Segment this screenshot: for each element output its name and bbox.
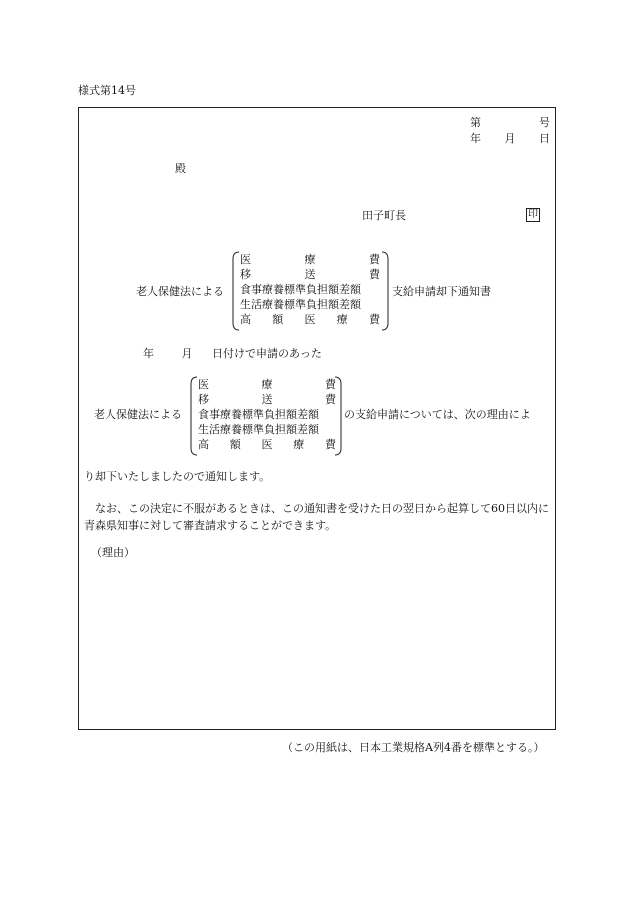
char: 療 xyxy=(261,378,273,391)
body-benefit-list xyxy=(198,377,336,452)
document-number-line xyxy=(470,117,550,128)
body-continuation: り却下いたしましたので通知します。 xyxy=(84,470,271,483)
app-date-month: 月 xyxy=(181,347,193,360)
char: 費 xyxy=(325,378,336,391)
char: 額 xyxy=(272,313,284,326)
title-benefit-item: 生活療養標準負担額差額 xyxy=(240,298,361,311)
body-left-bracket xyxy=(190,376,198,456)
app-date-rest: 日付けで申請のあった xyxy=(212,347,322,360)
sender-name: 田子町長 xyxy=(362,209,406,222)
char: 療 xyxy=(336,313,348,326)
title-benefit-item xyxy=(240,267,380,282)
title-benefit-list xyxy=(240,252,380,327)
body-suffix: の支給申請については、次の理由によ xyxy=(344,408,531,421)
body-benefit-item xyxy=(198,392,336,407)
body-benefit-item: 食事療養標準負担額差額 xyxy=(198,408,319,421)
title-suffix: 支給申請却下通知書 xyxy=(392,285,491,298)
char: 療 xyxy=(304,253,316,266)
char: 移 xyxy=(240,268,251,281)
title-benefit-item xyxy=(240,252,380,267)
char: 医 xyxy=(261,438,273,451)
title-benefit-item: 食事療養標準負担額差額 xyxy=(240,283,361,296)
char: 費 xyxy=(325,438,336,451)
number-go: 号 xyxy=(539,116,550,129)
body-right-bracket xyxy=(334,376,342,456)
title-right-bracket xyxy=(381,251,389,331)
char: 高 xyxy=(198,438,209,451)
footer-note: （この用紙は、日本工業規格A列4番を標準とする。） xyxy=(282,741,545,754)
char: 費 xyxy=(325,393,336,406)
char: 額 xyxy=(229,438,241,451)
title-prefix: 老人保健法による xyxy=(136,285,224,298)
char: 療 xyxy=(293,438,305,451)
addressee-suffix: 殿 xyxy=(175,162,186,175)
title-left-bracket xyxy=(232,251,240,331)
char: 医 xyxy=(198,378,209,391)
char: 送 xyxy=(261,393,273,406)
char: 医 xyxy=(240,253,251,266)
char: 移 xyxy=(198,393,209,406)
char: 医 xyxy=(304,313,316,326)
form-number: 様式第14号 xyxy=(78,84,136,97)
char: 送 xyxy=(304,268,316,281)
char: 高 xyxy=(240,313,251,326)
number-dai: 第 xyxy=(470,116,481,129)
body-prefix: 老人保健法による xyxy=(94,408,182,421)
body-benefit-item xyxy=(198,377,336,392)
body-benefit-item xyxy=(198,437,336,452)
title-benefit-item xyxy=(240,312,380,327)
char: 費 xyxy=(369,268,380,281)
date-year: 年 xyxy=(470,132,481,145)
reason-label: （理由） xyxy=(91,546,135,559)
seal-mark: 印 xyxy=(528,209,538,220)
date-month: 月 xyxy=(504,132,516,145)
appeal-notice: なお、この決定に不服があるときは、この通知書を受けた日の翌日から起算して60日以内に青森県知事に対して審査請求することができます。 xyxy=(84,502,549,532)
body-benefit-item: 生活療養標準負担額差額 xyxy=(198,423,319,436)
application-date-line xyxy=(143,348,322,359)
app-date-year: 年 xyxy=(143,347,154,360)
date-day: 日 xyxy=(539,132,550,145)
char: 費 xyxy=(369,313,380,326)
document-date-line xyxy=(470,133,550,144)
char: 費 xyxy=(369,253,380,266)
